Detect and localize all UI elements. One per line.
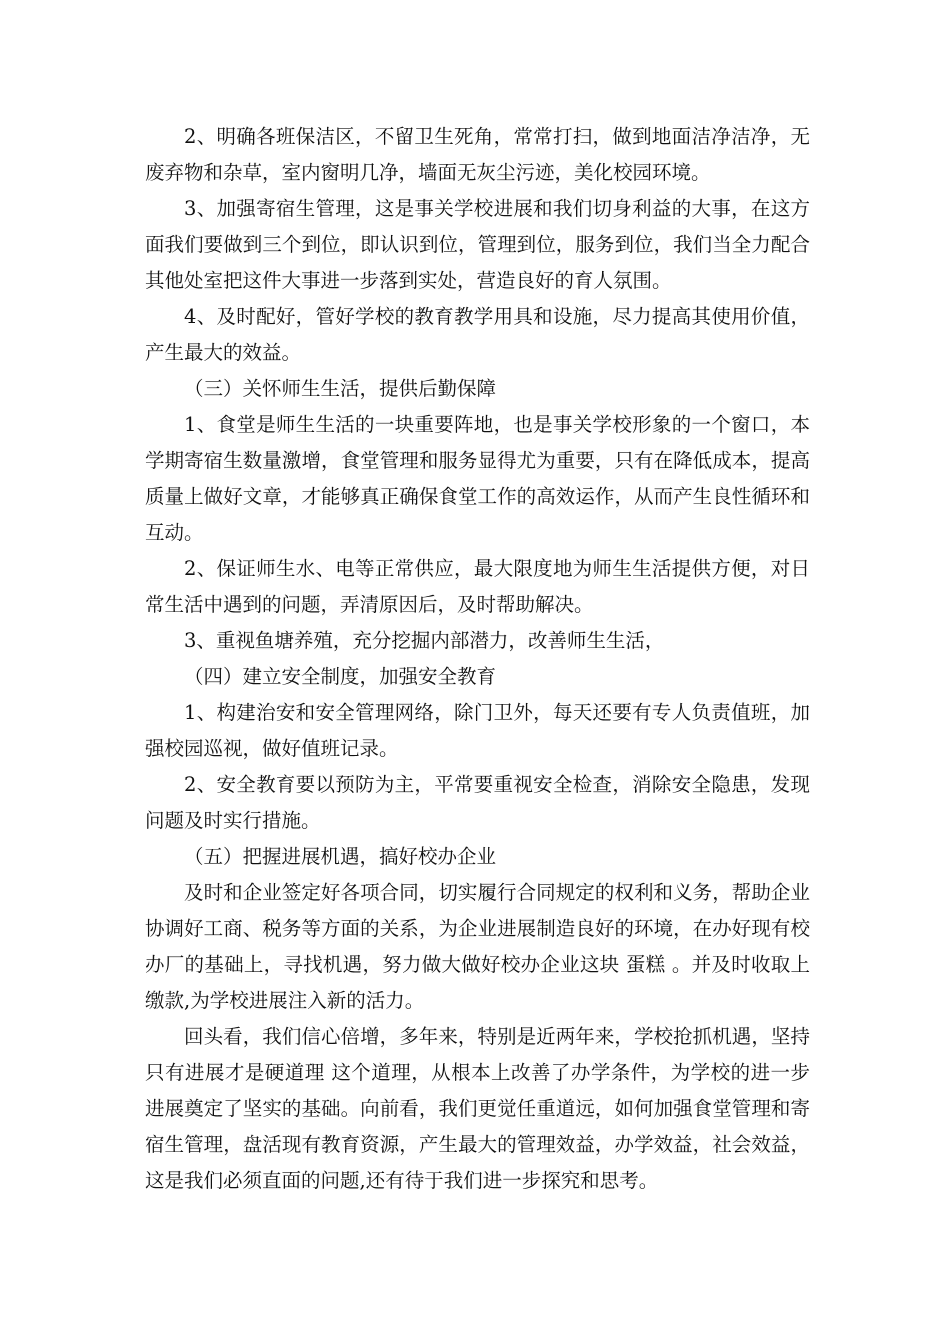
section-heading-3: （三）关怀师生生活，提供后勤保障: [184, 377, 497, 400]
paragraph-item-2: 2、明确各班保洁区，不留卫生死角，常常打扫，做到地面洁净洁净，无废弃物和杂草，室内窗明几净，墙面无灰尘污迹，美化校园环境。: [145, 125, 810, 184]
paragraph-enterprise: 及时和企业签定好各项合同，切实履行合同规定的权利和义务，帮助企业协调好工商、税务等方面的关系，为企业进展制造良好的环境，在办好现有校办厂的基础上，寻找机遇，努力做大做好校办企业这块 蛋糕 。并及时收取上缴款,为学校进展注入新的活力。: [145, 881, 810, 1012]
section-heading-4: （四）建立安全制度，加强安全教育: [184, 665, 497, 688]
paragraph-item-4: 4、及时配好，管好学校的教育教学用具和设施，尽力提高其使用价值，产生最大的效益。: [145, 305, 810, 364]
paragraph-conclusion: 回头看，我们信心倍增，多年来，特别是近两年来，学校抢抓机遇，坚持只有进展才是硬道理 这个道理，从根本上改善了办学条件，为学校的进一步进展奠定了坚实的基础。向前看，我们更觉任重道远，如何加强食堂管理和寄宿生管理，盘活现有教育资源，产生最大的管理效益，办学效益，社会效益，这是我们必须直面的问题,还有待于我们进一步探究和思考。: [145, 1025, 810, 1192]
paragraph-item-3: 3、加强寄宿生管理，这是事关学校进展和我们切身利益的大事，在这方面我们要做到三个到位，即认识到位，管理到位，服务到位，我们当全力配合其他处室把这件大事进一步落到实处，营造良好的育人氛围。: [145, 197, 810, 292]
document-body: [145, 119, 810, 1199]
paragraph-utilities: 2、保证师生水、电等正常供应，最大限度地为师生生活提供方便，对日常生活中遇到的问题，弄清原因后，及时帮助解决。: [145, 557, 810, 616]
paragraph-fishpond: 3、重视鱼塘养殖，充分挖掘内部潜力，改善师生生活，: [184, 629, 665, 652]
paragraph-safety-education: 2、安全教育要以预防为主，平常要重视安全检查，消除安全隐患，发现问题及时实行措施。: [145, 773, 810, 832]
section-heading-5: （五）把握进展机遇，搞好校办企业: [184, 845, 497, 868]
paragraph-security-network: 1、构建治安和安全管理网络，除门卫外，每天还要有专人负责值班，加强校园巡视，做好值班记录。: [145, 701, 810, 760]
paragraph-canteen: 1、食堂是师生生活的一块重要阵地，也是事关学校形象的一个窗口，本学期寄宿生数量激增，食堂管理和服务显得尤为重要，只有在降低成本，提高质量上做好文章，才能够真正确保食堂工作的高效运作，从而产生良性循环和互动。: [145, 413, 810, 544]
